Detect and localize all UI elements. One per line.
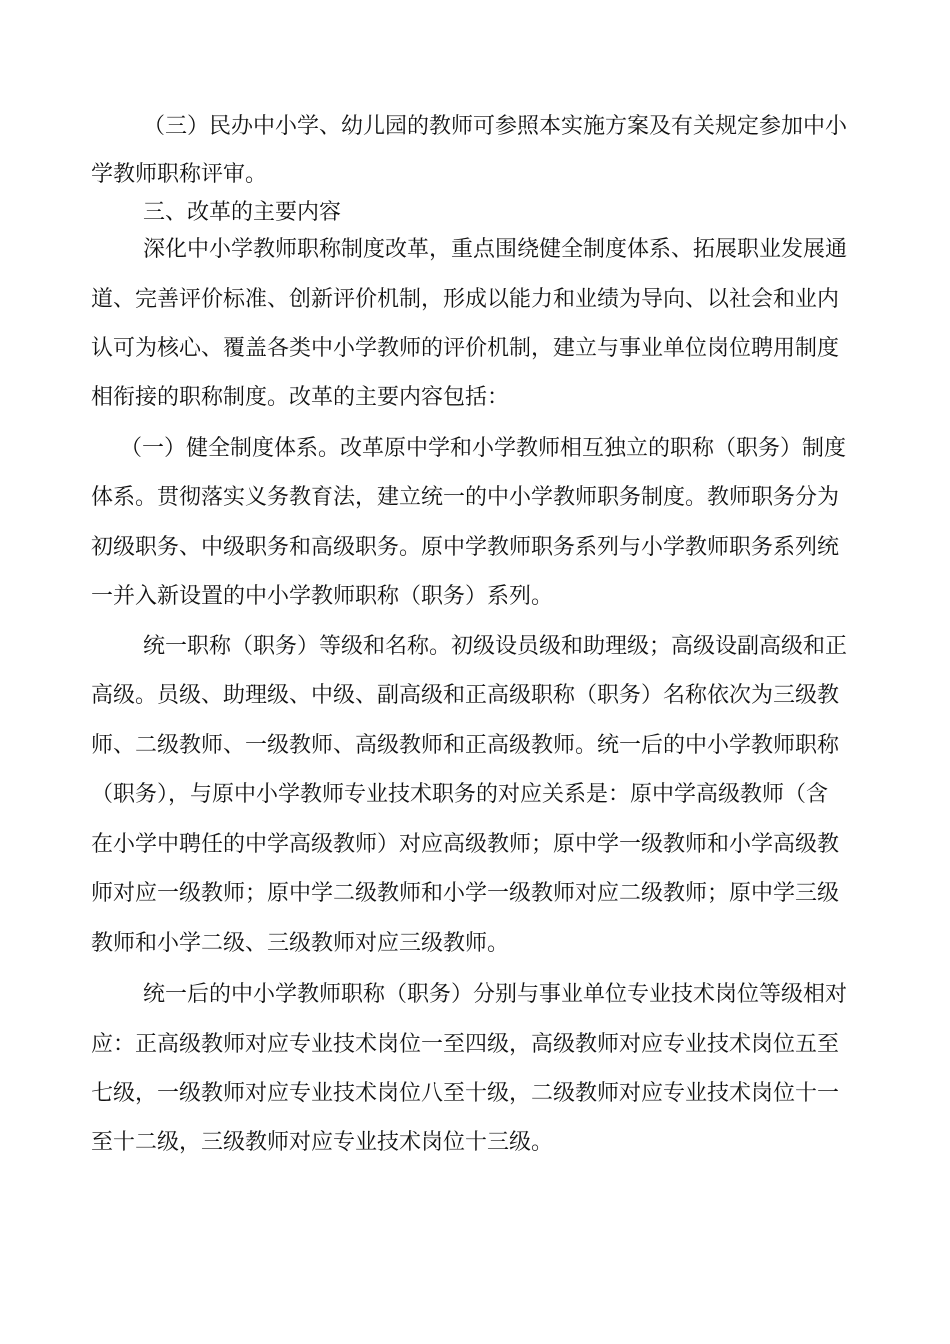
grades-line-5: 在小学中聘任的中学高级教师）对应高级教师；原中学一级教师和小学高级教 bbox=[91, 832, 840, 857]
grades-line-2: 高级。员级、助理级、中级、副高级和正高级职称（职务）名称依次为三级教 bbox=[91, 683, 840, 708]
grades-line-7: 教师和小学二级、三级教师对应三级教师。 bbox=[91, 931, 510, 956]
intro-line-3: 认可为核心、覆盖各类中小学教师的评价机制，建立与事业单位岗位聘用制度 bbox=[91, 336, 840, 361]
subsection-1-line-2: 体系。贯彻落实义务教育法，建立统一的中小学教师职务制度。教师职务分为 bbox=[91, 485, 840, 510]
grades-line-1: 统一职称（职务）等级和名称。初级设员级和助理级；高级设副高级和正 bbox=[143, 634, 848, 659]
section-heading: 三、改革的主要内容 bbox=[143, 200, 342, 225]
intro-line-2: 道、完善评价标准、创新评价机制，形成以能力和业绩为导向、以社会和业内 bbox=[91, 287, 840, 312]
positions-line-1: 统一后的中小学教师职称（职务）分别与事业单位专业技术岗位等级相对 bbox=[143, 982, 848, 1007]
paragraph-3-line-2: 学教师职称评审。 bbox=[91, 162, 268, 187]
positions-line-3: 七级，一级教师对应专业技术岗位八至十级，二级教师对应专业技术岗位十一 bbox=[91, 1081, 840, 1106]
grades-line-4: （职务），与原中小学教师专业技术职务的对应关系是：原中学高级教师（含 bbox=[91, 782, 829, 807]
subsection-1-line-4: 一并入新设置的中小学教师职称（职务）系列。 bbox=[91, 584, 554, 609]
positions-line-4: 至十二级，三级教师对应专业技术岗位十三级。 bbox=[91, 1130, 554, 1155]
subsection-1-line-3: 初级职务、中级职务和高级职务。原中学教师职务系列与小学教师职务系列统 bbox=[91, 535, 840, 560]
positions-line-2: 应：正高级教师对应专业技术岗位一至四级，高级教师对应专业技术岗位五至 bbox=[91, 1032, 840, 1057]
grades-line-6: 师对应一级教师；原中学二级教师和小学一级教师对应二级教师；原中学三级 bbox=[91, 881, 840, 906]
paragraph-3-line-1: （三）民办中小学、幼儿园的教师可参照本实施方案及有关规定参加中小 bbox=[143, 114, 848, 139]
subsection-1-line-1: （一）健全制度体系。改革原中学和小学教师相互独立的职称（职务）制度 bbox=[120, 436, 847, 461]
intro-line-4: 相衔接的职称制度。改革的主要内容包括： bbox=[91, 385, 510, 410]
grades-line-3: 师、二级教师、一级教师、高级教师和正高级教师。统一后的中小学教师职称 bbox=[91, 733, 840, 758]
intro-line-1: 深化中小学教师职称制度改革，重点围绕健全制度体系、拓展职业发展通 bbox=[143, 237, 848, 262]
